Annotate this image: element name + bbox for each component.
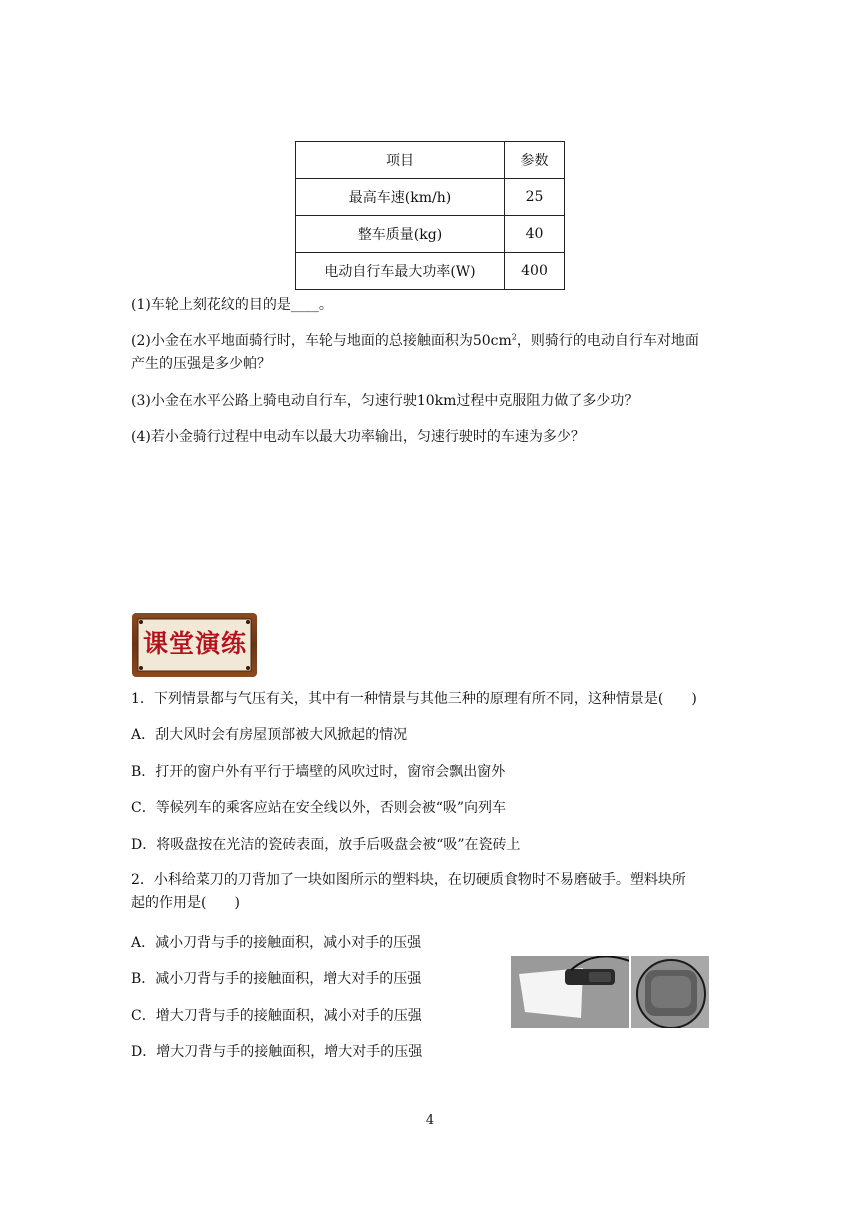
exercise-2-stem-line1: 2．小科给菜刀的刀背加了一块如图所示的塑料块，在切硬质食物时不易磨破手。塑料块所 [131,872,686,888]
page-number: 4 [425,1113,435,1128]
exercise-2-stem [131,869,741,915]
exercise-1-option-d: D．将吸盘按在光洁的瓷砖表面，放手后吸盘会被“吸”在瓷砖上 [131,837,521,853]
table-row [296,142,565,179]
knife-plastic-block-figure [511,956,709,1028]
table-row [296,216,565,253]
table-cell: 电动自行车最大功率(W) [296,253,505,290]
question-2 [131,330,741,376]
table-header-cell: 项目 [296,142,505,179]
table-row [296,253,565,290]
table-cell: 最高车速(km/h) [296,179,505,216]
table-cell: 400 [505,253,565,290]
exercise-2-stem-line2: 起的作用是( ) [131,895,240,911]
exercise-2-option-c: C．增大刀背与手的接触面积，减小对手的压强 [131,1008,422,1024]
exercise-1-option-a: A．刮大风时会有房屋顶部被大风掀起的情况 [131,727,408,743]
exercise-2-option-b: B．减小刀背与手的接触面积，增大对手的压强 [131,971,422,987]
superscript: 2 [511,332,517,342]
question-4: (4)若小金骑行过程中电动车以最大功率输出，匀速行驶时的车速为多少？ [131,429,585,445]
exercise-1-stem: 1．下列情景都与气压有关，其中有一种情景与其他三种的原理有所不同，这种情景是( ) [131,691,697,707]
knife-photo-icon [511,956,709,1028]
parameter-table [295,141,565,290]
question-2-text-a: (2)小金在水平地面骑行时，车轮与地面的总接触面积为50cm [131,333,512,349]
exercise-1-option-c: C．等候列车的乘客应站在安全线以外，否则会被“吸”向列车 [131,800,507,816]
table-cell: 25 [505,179,565,216]
table-cell: 40 [505,216,565,253]
exercise-1-option-b: B．打开的窗户外有平行于墙壁的风吹过时，窗帘会飘出窗外 [131,764,506,780]
section-sign-classroom-practice [131,612,258,678]
exercise-2-option-d: D．增大刀背与手的接触面积，增大对手的压强 [131,1044,423,1060]
question-3: (3)小金在水平公路上骑电动自行车，匀速行驶10km过程中克服阻力做了多少功？ [131,393,639,409]
table-header-cell: 参数 [505,142,565,179]
question-1: (1)车轮上刻花纹的目的是____。 [131,297,333,313]
question-2-text-c: 产生的压强是多少帕？ [131,356,271,372]
table-row [296,179,565,216]
exercise-2-option-a: A．减小刀背与手的接触面积，减小对手的压强 [131,935,422,951]
section-title: 课堂演练 [142,629,247,658]
question-2-text-b: ，则骑行的电动自行车对地面 [516,333,699,349]
table-cell: 整车质量(kg) [296,216,505,253]
